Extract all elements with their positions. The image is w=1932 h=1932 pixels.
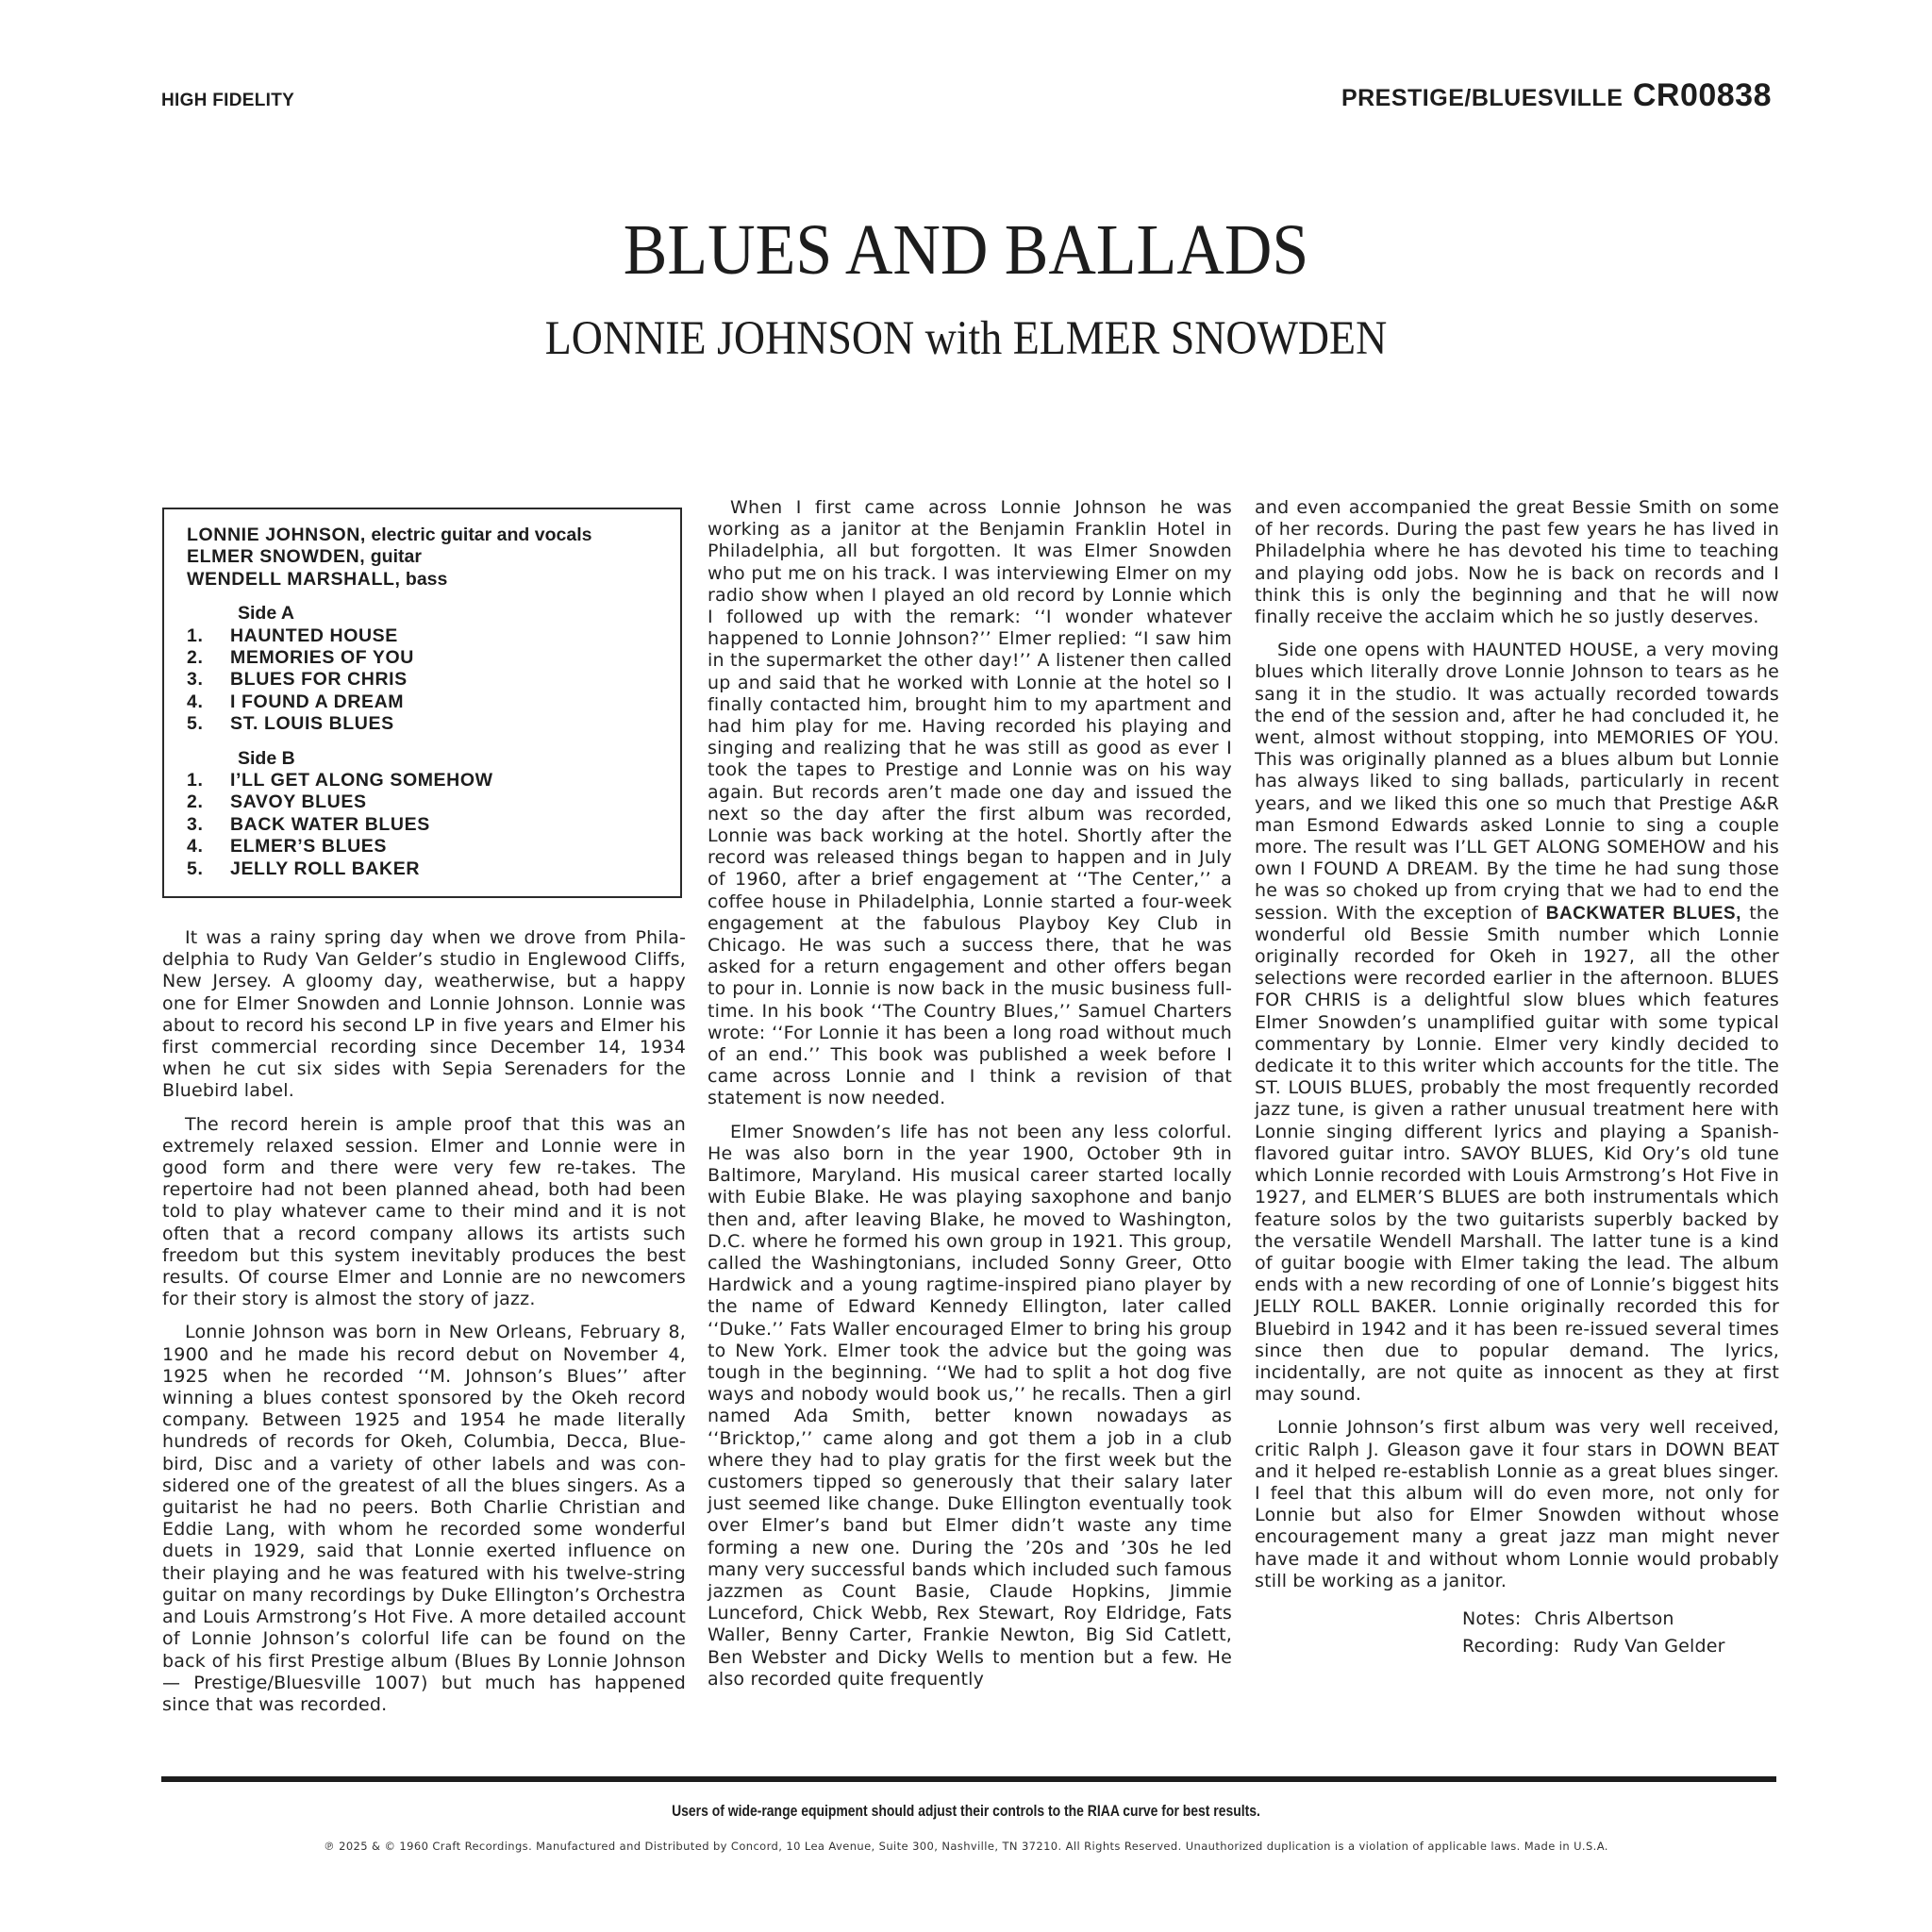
copyright-notice: ℗ 2025 & © 1960 Craft Recordings. Manufactured and Distributed by Concord, 10 Lea Avenue, Suite 300, Nashville, TN 37210. All Rights Reserved. Unauthorized duplication is a violation of applicable laws. Made in U.S.A. xyxy=(324,1840,1608,1853)
liner-paragraph: Elmer Snowden’s life has not been any less colorful. He was also born in the year 1900, October 9th in Baltimore, Maryland. His musical career started locally with Eubie Blake. He was playing saxophone and banjo then and, after leaving Blake, he moved to Washington, D.C. where he formed his own group in 1921. This group, called the Washingtonians, included Sonny Greer, Otto Hardwick and a young ragtime-inspired piano player by the name of Edward Kennedy Ellington, later called ‘‘Duke.’’ Fats Waller encouraged Elmer to bring his group to New York. Elmer took the advice but the going was tough in the beginning. ‘‘We had to split a hot dog five ways and nobody would book us,’’ he recalls. Then a girl named Ada Smith, better known nowadays as ‘‘Bricktop,’’ came along and got them a job in a club where they had to play gratis for the first week but the customers tipped so generously that their salary later just seemed like change. Duke Ellington eventually took over Elmer’s band but Elmer didn’t waste any time forming a new one. During the ’20s and ’30s he led many very successful bands which included such famous jazzmen as Count Basie, Claude Hopkins, Jimmie Lunceford, Chick Webb, Rex Stewart, Roy Eldridge, Fats Waller, Benny Carter, Frankie Newton, Big Sid Catlett, Ben Webster and Dicky Wells to mention but a few. He also recorded quite frequently xyxy=(708,1121,1232,1690)
track-item: 3. BACK WATER BLUES xyxy=(187,813,430,835)
personnel-item: LONNIE JOHNSON, electric guitar and vocals xyxy=(187,525,592,545)
credits xyxy=(1255,1606,1779,1660)
liner-notes-column-2 xyxy=(708,497,1232,1702)
credit-recording: Recording: Rudy Van Gelder xyxy=(1462,1635,1725,1657)
record-label-name: PRESTIGE/BLUESVILLE xyxy=(1341,85,1624,111)
liner-paragraph: Lonnie Johnson was born in New Orleans, February 8, 1900 and he made his record debut on November 4, 1925 when he recorded ‘‘M. Johnson’s Blues’’ after winning a blues contest sponsored by the Okeh record company. Between 1925 and 1954 he made literally hundreds of records for Okeh, Columbia, Decca, Bluebird, Disc and a variety of other labels and was considered one of the greatest of all the blues singers. As a guitarist he had no peers. Both Charlie Christian and Eddie Lang, with whom he recorded some wonderful duets in 1929, said that Lonnie exerted influence on their playing and he was featured with his twelve-string guitar on many recordings by Duke Ellington’s Orchestra and Louis Armstrong’s Hot Five. A more detailed account of Lonnie Johnson’s colorful life can be found on the back of his first Prestige album (Blues By Lonnie Johnson — Prestige/Bluesville 1007) but much has happened since that was recorded. xyxy=(162,1322,686,1715)
footer-divider xyxy=(161,1776,1776,1782)
liner-notes-column-3 xyxy=(1255,497,1779,1660)
track-item: 4. I FOUND A DREAM xyxy=(187,691,405,712)
credit-notes: Notes: Chris Albertson xyxy=(1462,1607,1674,1629)
track-item: 2. SAVOY BLUES xyxy=(187,791,367,813)
catalog-number: CR00838 xyxy=(1632,77,1772,113)
track-item: 1. HAUNTED HOUSE xyxy=(187,625,398,646)
catalog-header xyxy=(1341,77,1772,114)
side-b-heading: Side B xyxy=(238,747,295,769)
liner-paragraph: and even accompanied the great Bessie Smith on some of her records. During the past few years he has lived in Philadelphia where he has devoted his time to teaching and playing odd jobs. Now he is back on records and I think this is only the beginning and that he will now finally receive the acclaim which he so justly deserves. xyxy=(1255,497,1779,628)
liner-paragraph: When I first came across Lonnie Johnson he was working as a janitor at the Benjamin Franklin Hotel in Philadelphia, all but forgotten. It was Elmer Snowden who put me on his track. I was interviewing Elmer on my radio show when I played an old record by Lonnie which I followed up with the remark: ‘‘I wonder whatever happened to Lonnie Johnson?’’ Elmer replied: “I saw him in the supermarket the other day!’’ A listener then called up and said that he worked with Lonnie at the hotel so I finally contacted him, brought him to my apartment and had him play for me. Having recorded his playing and singing and realizing that he was still as good as ever I took the tapes to Prestige and Lonnie was on his way again. But records aren’t made one day and issued the next so the day after the first album was recorded, Lonnie was back working at the hotel. Shortly after the record was released things began to happen and in July of 1960, after a brief engagement at ‘‘The Center,’’ a coffee house in Philadelphia, Lonnie started a four-week engagement at the fabulous Playboy Key Club in Chicago. He was such a success there, that he was asked for a return engagement and other offers began to pour in. Lonnie is now back in the music business full-time. In his book ‘‘The Country Blues,’’ Samuel Charters wrote: ‘‘For Lonnie it has been a long road without much of an end.’’ This book was published a week before I came across Lonnie and I think a revision of that statement is now needed. xyxy=(708,497,1232,1109)
album-artists: LONNIE JOHNSON with ELMER SNOWDEN xyxy=(544,312,1388,365)
liner-notes-column-1 xyxy=(162,927,686,1727)
liner-paragraph: It was a rainy spring day when we drove from Philadelphia to Rudy Van Gelder’s studio in Englewood Cliffs, New Jersey. A gloomy day, weatherwise, but a happy one for Elmer Snowden and Lonnie Johnson. Lonnie was about to record his second LP in five years and Elmer his first commercial recording since December 14, 1934 when he cut six sides with Sepia Serenaders for the Bluebird label. xyxy=(162,927,686,1102)
liner-paragraph: Lonnie Johnson’s first album was very well received, critic Ralph J. Gleason gave it four stars in DOWN BEAT and it helped re-establish Lonnie as a great blues singer. I feel that this album will do even more, not only for Lonnie but also for Elmer Snowden without whose encouragement many a great jazz man might never have made it and without whom Lonnie would probably still be working as a janitor. xyxy=(1255,1417,1779,1591)
tracklist-box xyxy=(162,508,682,898)
track-item: 4. ELMER’S BLUES xyxy=(187,836,387,858)
track-item: 5. ST. LOUIS BLUES xyxy=(187,713,394,735)
track-item: 1. I’LL GET ALONG SOMEHOW xyxy=(187,770,493,791)
personnel-item: WENDELL MARSHALL, bass xyxy=(187,568,448,590)
high-fidelity-label: HIGH FIDELITY xyxy=(161,91,295,110)
emphasized-title: BACKWATER BLUES, xyxy=(1545,903,1741,924)
riaa-notice: Users of wide-range equipment should adjust their controls to the RIAA curve for best results. xyxy=(672,1802,1260,1820)
liner-paragraph: Side one opens with HAUNTED HOUSE, a very moving blues which literally drove Lonnie Johnson to tears as he sang it in the studio. It was actually recorded towards the end of the session and, after he had concluded it, he went, almost without stopping, into MEMORIES OF YOU. This was originally planned as a blues album but Lonnie has always liked to sing ballads, particularly in recent years, and we liked this one so much that Prestige A&R man Esmond Edwards asked Lonnie to sing a couple more. The result was I’LL GET ALONG SOMEHOW and his own I FOUND A DREAM. By the time he had sung those he was so choked up from crying that we had to end the session. With the exception of BACKWATER BLUES, the wonderful old Bessie Smith number which Lonnie originally recorded for Okeh in 1927, all the other selections were recorded earlier in the afternoon. BLUES FOR CHRIS is a delightful slow blues which features Elmer Snowden’s unamplified guitar with some typical commentary by Lonnie. Elmer very kindly decided to dedicate it to this writer which accounts for the title. The ST. LOUIS BLUES, probably the most frequently recorded jazz tune, is given a rather unusual treatment here with Lonnie singing different lyrics and playing a Spanish-flavored guitar intro. SAVOY BLUES, Kid Ory’s old tune which Lonnie recorded with Louis Armstrong’s Hot Five in 1927, and ELMER’S BLUES are both instrumentals which feature solos by the two guitarists superbly backed by the versatile Wendell Marshall. The latter tune is a kind of guitar boogie with Elmer taking the lead. The album ends with a new recording of one of Lonnie’s biggest hits JELLY ROLL BAKER. Lonnie originally recorded this for Bluebird in 1942 and it has been re-issued several times since then due to popular demand. The lyrics, incidentally, are not quite as innocent as they at first may sound. xyxy=(1255,640,1779,1406)
track-item: 2. MEMORIES OF YOU xyxy=(187,647,414,669)
liner-paragraph: The record herein is ample proof that this was an extremely relaxed session. Elmer and Lonnie were in good form and there were very few re-takes. The repertoire had not been planned ahead, both had been told to play whatever came to their mind and it is not often that a record company allows its artists such freedom but this system inevitably produces the best results. Of course Elmer and Lonnie are no newcomers for their story is almost the story of jazz. xyxy=(162,1113,686,1310)
side-a-heading: Side A xyxy=(238,603,294,625)
track-item: 5. JELLY ROLL BAKER xyxy=(187,858,421,879)
personnel-item: ELMER SNOWDEN, guitar xyxy=(187,546,422,568)
album-title: BLUES AND BALLADS xyxy=(623,210,1309,290)
track-item: 3. BLUES FOR CHRIS xyxy=(187,669,408,691)
